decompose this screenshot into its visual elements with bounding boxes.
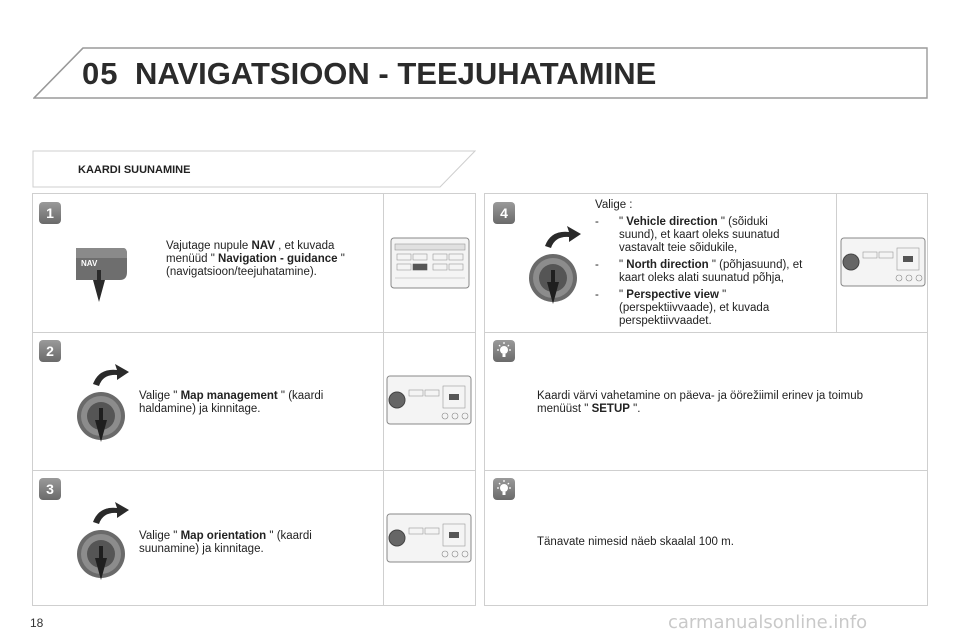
list-item: - " Vehicle direction " (sõiduki suund), et kaart oleks suunatud vastavalt teie sõidukile,: [595, 216, 780, 254]
rotary-knob-illustration: [73, 362, 135, 447]
column-divider: [836, 194, 837, 332]
tip-1-text: Kaardi värvi vahetamine on päeva- ja öörežiimil erinev ja toimub menüüst " SETUP ".: [537, 390, 863, 415]
radio-unit-illustration: [389, 230, 471, 299]
row-divider: [33, 332, 475, 333]
chapter-number: 05: [82, 56, 119, 91]
nav-button-illustration: [73, 242, 133, 302]
page-number: 18: [30, 616, 44, 630]
tip-badge: [493, 478, 515, 500]
tip-2-text: Tänavate nimesid näeb skaalal 100 m.: [537, 536, 734, 548]
step-4-intro: Valige :: [595, 199, 633, 211]
column-divider: [383, 194, 384, 605]
row-divider: [33, 470, 475, 471]
chapter-title: NAVIGATSIOON - TEEJUHATAMINE: [135, 56, 657, 91]
watermark: carmanualsonline.info: [668, 612, 868, 633]
section-title: KAARDI SUUNAMINE: [78, 164, 191, 176]
steps-panel-right: [484, 193, 928, 606]
nav-button-label: NAV: [81, 259, 98, 268]
radio-unit-illustration: [385, 510, 473, 571]
list-item: - " Perspective view " (perspektiivvaade), et kuvada perspektiivvaadet.: [595, 289, 770, 327]
radio-unit-illustration: [385, 372, 473, 433]
rotary-knob-illustration: [525, 224, 587, 309]
step-badge-1: 1: [39, 202, 61, 224]
rotary-knob-illustration: [73, 500, 135, 585]
row-divider: [485, 470, 927, 471]
steps-panel-left: [32, 193, 476, 606]
step-badge-3: 3: [39, 478, 61, 500]
tip-badge: [493, 340, 515, 362]
step-badge-2: 2: [39, 340, 61, 362]
radio-unit-illustration: [839, 234, 927, 295]
lightbulb-icon: [493, 478, 515, 500]
lightbulb-icon: [493, 340, 515, 362]
step-badge-4: 4: [493, 202, 515, 224]
row-divider: [485, 332, 927, 333]
step-3-text: Valige " Map orientation " (kaardi suunamine) ja kinnitage.: [139, 530, 312, 555]
step-2-text: Valige " Map management " (kaardi haldamine) ja kinnitage.: [139, 390, 324, 415]
step-1-text: Vajutage nupule NAV , et kuvada menüüd " Navigation - guidance " (navigatsioon/teejuhatamine).: [166, 240, 345, 278]
list-item: - " North direction " (põhjasuund), et kaart oleks alati suunatud põhja,: [595, 259, 803, 284]
